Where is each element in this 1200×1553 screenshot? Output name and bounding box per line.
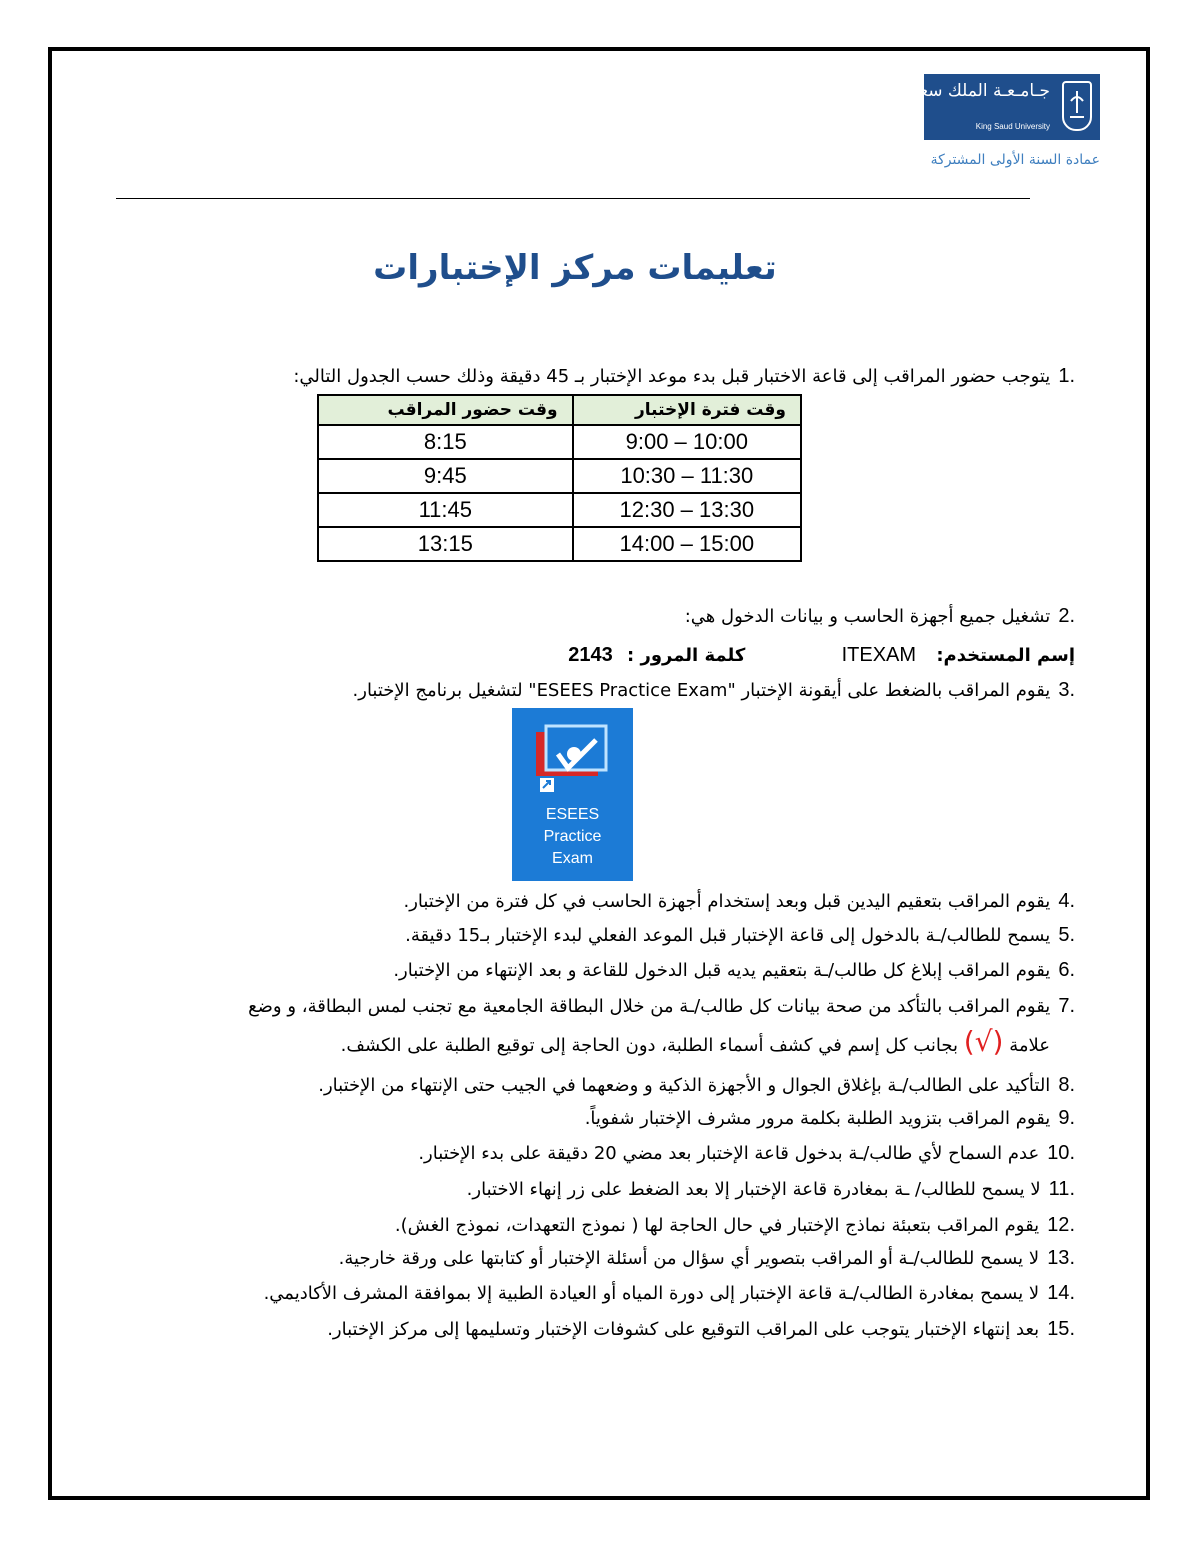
instruction-11: .11لا يسمح للطالب/ ـة بمغادرة قاعة الإختبار إلا بعد الضغط على زر إنهاء الاختبار. bbox=[466, 1178, 1075, 1200]
logo-english-name: King Saud University bbox=[975, 122, 1050, 131]
table-cell: 13:15 bbox=[318, 527, 573, 561]
instruction-text: التأكيد على الطالب/ـة بإغلاق الجوال و الأجهزة الذكية و وضعهما في الجيب حتى الإنتهاء من الإختبار. bbox=[318, 1075, 1051, 1096]
instruction-5: .5يسمح للطالب/ـة بالدخول إلى قاعة الإختبار قبل الموعد الفعلي لبدء الإختبار بـ15 دقيقة. bbox=[405, 924, 1075, 946]
instruction-2-text: تشغيل جميع أجهزة الحاسب و بيانات الدخول هي: bbox=[684, 606, 1051, 627]
check-mark-icon: (√) bbox=[963, 1025, 1004, 1058]
page-title: تعليمات مركز الإختبارات bbox=[373, 248, 777, 288]
instruction-text: يقوم المراقب بتعقيم اليدين قبل وبعد إستخدام أجهزة الحاسب في كل فترة من الإختبار. bbox=[403, 891, 1051, 912]
instruction-7-continued bbox=[340, 1025, 1050, 1058]
table-cell: 10:30 – 11:30 bbox=[573, 459, 801, 493]
instruction-text: لا يسمح بمغادرة الطالب/ـة قاعة الإختبار إلى دورة المياه أو العيادة الطبية إلا بموافقة المشرف الأكاديمي. bbox=[263, 1283, 1040, 1304]
instruction-text: لا يسمح للطالب/ ـة بمغادرة قاعة الإختبار إلا بعد الضغط على زر إنهاء الاختبار. bbox=[466, 1179, 1041, 1200]
instruction-text: بجانب كل إسم في كشف أسماء الطلبة، دون الحاجة إلى توقيع الطلبة على الكشف. bbox=[340, 1035, 959, 1056]
esees-practice-exam-shortcut[interactable] bbox=[512, 708, 633, 881]
icon-label-line: ESEES bbox=[545, 806, 600, 823]
table-cell: 11:45 bbox=[318, 493, 573, 527]
instruction-7: .7يقوم المراقب بالتأكد من صحة بيانات كل طالب/ـة من خلال البطاقة الجامعية مع تجنب لمس البطاقة، و وضع bbox=[248, 995, 1075, 1017]
logo-subtitle: عمادة السنة الأولى المشتركة bbox=[930, 152, 1100, 168]
schedule-table bbox=[317, 394, 802, 562]
password-label: كلمة المرور : bbox=[627, 645, 746, 666]
instruction-3: .3يقوم المراقب بالضغط على أيقونة الإختبار "ESEES Practice Exam" لتشغيل برنامج الإختبار. bbox=[352, 679, 1075, 701]
logo-arabic-name: جـامـعـة الملك سعود bbox=[903, 81, 1050, 101]
instruction-text: علامة bbox=[1009, 1035, 1050, 1056]
instruction-text: يقوم المراقب بتزويد الطلبة بكلمة مرور مشرف الإختبار شفوياً. bbox=[584, 1108, 1051, 1129]
instruction-10: .10عدم السماح لأي طالب/ـة بدخول قاعة الإختبار بعد مضي 20 دقيقة على بدء الإختبار. bbox=[418, 1142, 1075, 1164]
monitor-check-icon bbox=[512, 708, 633, 804]
instruction-text: يقوم المراقب إبلاغ كل طالب/ـة بتعقيم يديه قبل الدخول للقاعة و بعد الإنتهاء من الإختبار. bbox=[393, 960, 1051, 981]
instruction-1-text: يتوجب حضور المراقب إلى قاعة الاختبار قبل بدء موعد الإختبار بـ 45 دقيقة وذلك حسب الجدول التالي: bbox=[293, 366, 1051, 387]
table-cell: 9:00 – 10:00 bbox=[573, 425, 801, 459]
table-row bbox=[318, 493, 801, 527]
instruction-13: .13لا يسمح للطالب/ـة أو المراقب بتصوير أي سؤال من أسئلة الإختبار أو كتابتها على ورقة خارجية. bbox=[338, 1247, 1075, 1269]
instruction-text: يسمح للطالب/ـة بالدخول إلى قاعة الإختبار قبل الموعد الفعلي لبدء الإختبار بـ15 دقيقة. bbox=[405, 925, 1051, 946]
table-header-row bbox=[318, 395, 801, 425]
instruction-1: .1يتوجب حضور المراقب إلى قاعة الاختبار قبل بدء موعد الإختبار بـ 45 دقيقة وذلك حسب الجدول التالي: bbox=[293, 365, 1075, 387]
table-row bbox=[318, 527, 801, 561]
header-divider bbox=[116, 198, 1030, 199]
column-header-proctor-arrival: وقت حضور المراقب bbox=[318, 395, 573, 425]
instruction-2: .2تشغيل جميع أجهزة الحاسب و بيانات الدخول هي: bbox=[684, 605, 1075, 627]
instruction-text: يقوم المراقب بتعبئة نماذج الإختبار في حال الحاجة لها ( نموذج التعهدات، نموذج الغش). bbox=[394, 1215, 1040, 1236]
username-value: ITEXAM bbox=[841, 644, 917, 666]
instruction-4: .4يقوم المراقب بتعقيم اليدين قبل وبعد إستخدام أجهزة الحاسب في كل فترة من الإختبار. bbox=[403, 890, 1075, 912]
password-value: 2143 bbox=[568, 644, 613, 666]
instruction-text: بعد إنتهاء الإختبار يتوجب على المراقب التوقيع على كشوفات الإختبار وتسليمها إلى مركز الإختبار. bbox=[327, 1319, 1040, 1340]
table-row bbox=[318, 459, 801, 493]
instruction-14: .14لا يسمح بمغادرة الطالب/ـة قاعة الإختبار إلى دورة المياه أو العيادة الطبية إلا بموافقة المشرف الأكاديمي. bbox=[263, 1282, 1075, 1304]
credentials-line bbox=[568, 643, 1075, 668]
instruction-text: عدم السماح لأي طالب/ـة بدخول قاعة الإختبار بعد مضي 20 دقيقة على بدء الإختبار. bbox=[418, 1143, 1040, 1164]
emblem-icon bbox=[1062, 81, 1092, 131]
instruction-8: .8التأكيد على الطالب/ـة بإغلاق الجوال و الأجهزة الذكية و وضعهما في الجيب حتى الإنتهاء من الإختبار. bbox=[318, 1074, 1075, 1096]
instruction-text: لا يسمح للطالب/ـة أو المراقب بتصوير أي سؤال من أسئلة الإختبار أو كتابتها على ورقة خارجية. bbox=[338, 1248, 1040, 1269]
username-label: إسم المستخدم: bbox=[936, 645, 1075, 666]
instruction-3-text: يقوم المراقب بالضغط على أيقونة الإختبار "ESEES Practice Exam" لتشغيل برنامج الإختبار. bbox=[352, 680, 1051, 701]
instruction-12: .12يقوم المراقب بتعبئة نماذج الإختبار في حال الحاجة لها ( نموذج التعهدات، نموذج الغش). bbox=[394, 1214, 1075, 1236]
table-cell: 14:00 – 15:00 bbox=[573, 527, 801, 561]
icon-label-line: Practice bbox=[543, 828, 602, 845]
table-cell: 9:45 bbox=[318, 459, 573, 493]
instruction-text: يقوم المراقب بالتأكد من صحة بيانات كل طالب/ـة من خلال البطاقة الجامعية مع تجنب لمس البطاقة، و وضع bbox=[248, 996, 1051, 1017]
table-row bbox=[318, 425, 801, 459]
logo-box bbox=[903, 74, 1100, 140]
instruction-9: .9يقوم المراقب بتزويد الطلبة بكلمة مرور مشرف الإختبار شفوياً. bbox=[584, 1107, 1075, 1129]
table-cell: 8:15 bbox=[318, 425, 573, 459]
instruction-15: .15بعد إنتهاء الإختبار يتوجب على المراقب التوقيع على كشوفات الإختبار وتسليمها إلى مركز الإختبار. bbox=[327, 1318, 1075, 1340]
column-header-exam-period: وقت فترة الإختبار bbox=[573, 395, 801, 425]
table-cell: 12:30 – 13:30 bbox=[573, 493, 801, 527]
instruction-6: .6يقوم المراقب إبلاغ كل طالب/ـة بتعقيم يديه قبل الدخول للقاعة و بعد الإنتهاء من الإختبار. bbox=[393, 959, 1075, 981]
icon-label-line: Exam bbox=[552, 850, 593, 867]
